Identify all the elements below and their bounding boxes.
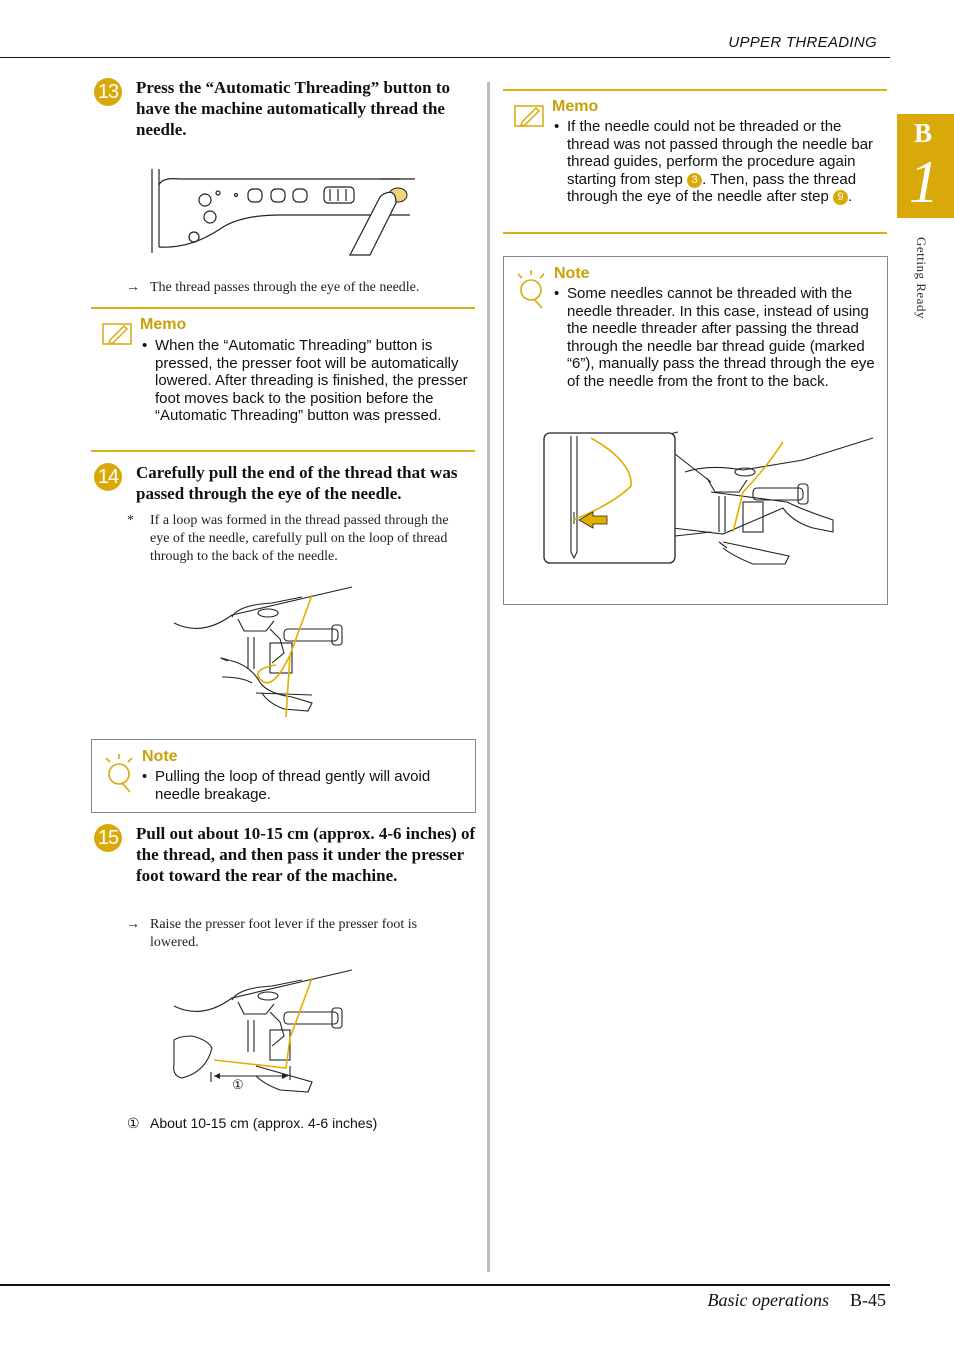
- chapter-letter: B: [914, 118, 933, 148]
- step-14-footnote-text: If a loop was formed in the thread passed through the eye of the needle, carefully pull on the loop of thread through to the back of the needle.: [150, 513, 449, 564]
- note-right-body: [554, 285, 881, 391]
- step-13-text: Press the “Automatic Threading” button to have the machine automatically thread the needle.: [136, 78, 451, 139]
- memo-right-text-2: . Then, pass the thread through the eye of the needle after step: [567, 170, 857, 206]
- result-arrow-icon: →: [126, 917, 140, 932]
- result-arrow-icon: →: [126, 280, 140, 295]
- footnote-mark: *: [127, 513, 134, 528]
- callout-legend-text: About 10-15 cm (approx. 4-6 inches): [150, 1115, 378, 1131]
- presser-foot-loop-illustration: [172, 585, 357, 720]
- note-lightbulb-icon: [514, 268, 548, 310]
- bullet: •: [554, 285, 560, 302]
- step-3-ref: 3: [687, 173, 702, 188]
- step-13-number: 13: [94, 78, 122, 106]
- note-left-text: Pulling the loop of thread gently will avoid needle breakage.: [155, 768, 431, 803]
- note-lightbulb-icon: [102, 752, 136, 794]
- note-right-text: Some needles cannot be threaded with the needle threader. In this case, instead of using the needle threader after passing the thread through the needle bar thread guide (marked “6”), manually pass the thread through the eye of the needle from the front to the back.: [567, 285, 875, 390]
- memo-left-top-rule: [91, 307, 475, 309]
- pull-thread-illustration: [172, 968, 357, 1103]
- automatic-threading-illustration: [150, 165, 420, 257]
- step-13-result: [126, 279, 475, 297]
- note-right-title: Note: [554, 265, 590, 282]
- column-divider: [487, 82, 490, 1272]
- memo-right-bottom-rule: [503, 232, 887, 234]
- manual-threading-illustration: [543, 432, 878, 572]
- header-section-title: UPPER THREADING: [728, 34, 877, 51]
- step-13-result-text: The thread passes through the eye of the needle.: [150, 280, 420, 295]
- step-15-number: 15: [94, 824, 122, 852]
- bullet: •: [142, 768, 148, 785]
- footer-rule: [0, 1284, 890, 1286]
- memo-left-text: When the “Automatic Threading” button is pressed, the presser foot will be automatically lowered. After threading is finished, the presser foot moves back to the position before the “Automatic Threading” button was pressed.: [155, 337, 468, 425]
- callout-marker: ①: [232, 1077, 244, 1092]
- side-label: [905, 237, 943, 347]
- callout-legend-marker: ①: [127, 1115, 140, 1131]
- memo-right-text-1: If the needle could not be threaded or the thread was not passed through the needle bar thread guides, perform the procedure again starting from step: [567, 118, 874, 188]
- chapter-tab: [897, 114, 954, 218]
- memo-right-title: Memo: [552, 98, 599, 115]
- footer-section: Basic operations: [707, 1290, 829, 1310]
- step-14-number: 14: [94, 463, 122, 491]
- chapter-number: 1: [909, 149, 939, 215]
- memo-right-text-3: .: [848, 188, 853, 206]
- step-15-result: [126, 916, 468, 952]
- memo-right-body: [554, 118, 882, 206]
- step-9-ref: 9: [833, 190, 848, 205]
- bullet: •: [142, 337, 148, 354]
- step-14-text: Carefully pull the end of the thread that was passed through the eye of the needle.: [136, 463, 458, 503]
- memo-left-bottom-rule: [91, 450, 475, 452]
- memo-pencil-icon: [102, 320, 134, 346]
- memo-left-body: [142, 337, 475, 425]
- step-14-footnote: [127, 512, 468, 566]
- note-left-body: [142, 768, 465, 803]
- bullet: •: [554, 118, 560, 135]
- note-left-title: Note: [142, 748, 178, 765]
- memo-left-title: Memo: [140, 316, 187, 333]
- step-15-result-text: Raise the presser foot lever if the presser foot is lowered.: [150, 917, 418, 950]
- side-label-text: Getting Ready: [914, 237, 929, 319]
- memo-right-top-rule: [503, 89, 887, 91]
- page-number: B-45: [850, 1290, 886, 1310]
- memo-pencil-icon: [514, 102, 546, 128]
- header-rule: [0, 57, 890, 58]
- step-15-text: Pull out about 10-15 cm (approx. 4-6 inches) of the thread, and then pass it under the presser foot toward the rear of the machine.: [136, 824, 476, 885]
